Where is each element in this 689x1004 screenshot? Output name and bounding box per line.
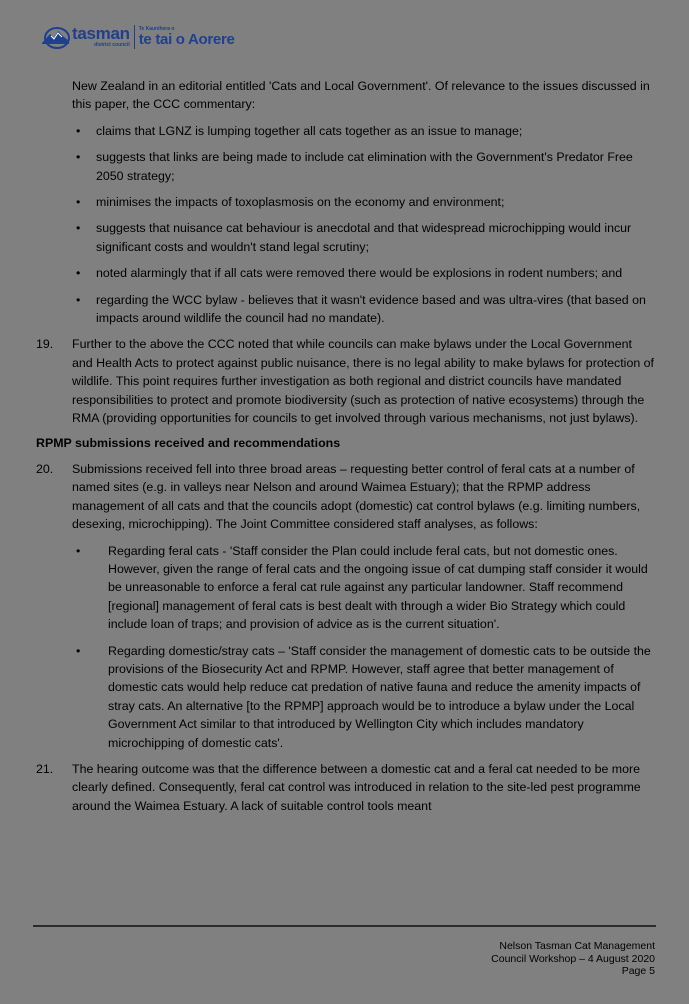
logo-divider: [134, 25, 135, 49]
list-item: [36, 193, 656, 211]
logo-maori-block: [139, 26, 235, 48]
staff-analyses-list: [36, 542, 656, 752]
bullet-icon: •: [76, 292, 81, 307]
list-item: [36, 219, 656, 256]
list-item-text: minimises the impacts of toxoplasmosis on the economy and environment;: [96, 195, 505, 210]
page-number: Page 5: [621, 965, 655, 977]
list-item-text: Regarding domestic/stray cats – 'Staff consider the management of domestic cats to be outside the provisions of the Biosecurity Act and RPMP. However, staff agree that better management of domestic cats would help reduce cat predation of native fauna and reduce the amenity impacts of stray cats. An alternative [to the RPMP] approach would be to introduce a bylaw under the Local Government Act similar to that introduced by Wellington City which includes mandatory microchipping of domestic cats'.: [108, 643, 651, 750]
list-item: [36, 122, 656, 140]
paragraph-number: 19.: [36, 337, 54, 352]
list-item-text: claims that LGNZ is lumping together all cats together as an issue to manage;: [96, 123, 523, 138]
paragraph-text: The hearing outcome was that the difference between a domestic cat and a feral cat needed to be more clearly defined. Consequently, feral cat control was introduced in relation to the site-led pest programme around the Waimea Estuary. A lack of suitable control tools meant: [72, 762, 641, 813]
footer-divider: [33, 925, 656, 927]
logo-tasman-block: [72, 26, 130, 48]
list-item: [36, 291, 656, 328]
page-footer: [491, 940, 655, 978]
list-item: [36, 642, 656, 752]
paragraph-number: 20.: [36, 461, 54, 476]
paragraph-text: Submissions received fell into three broad areas – requesting better control of feral cats at a number of named sites (e.g. in valleys near Nelson and around Waimea Estuary); that the RPMP address management of all cats and that the councils adopt (domestic) cat control bylaws (e.g. limiting numbers, desexing, microchipping). The Joint Committee considered staff analyses, as follows:: [72, 461, 641, 532]
list-item: [36, 542, 656, 634]
mountain-logo-icon: [42, 24, 70, 50]
list-item: [36, 148, 656, 185]
document-body: [36, 77, 656, 815]
intro-paragraph: New Zealand in an editorial entitled 'Cats and Local Government'. Of relevance to the issues discussed in this paper, the CCC commentary:: [72, 79, 650, 112]
bullet-icon: •: [76, 221, 81, 236]
ccc-points-list: [36, 122, 656, 328]
logo-brand-sub: district council: [94, 42, 130, 48]
list-item-text: suggests that links are being made to include cat elimination with the Government's Predator Free 2050 strategy;: [96, 150, 633, 183]
section-heading: RPMP submissions received and recommendations: [36, 435, 341, 450]
paragraph-19: [36, 335, 656, 427]
list-item: [36, 264, 656, 282]
list-item-text: noted alarmingly that if all cats were removed there would be explosions in rodent numbers; and: [96, 266, 623, 281]
paragraph-21: [36, 760, 656, 815]
list-item-text: regarding the WCC bylaw - believes that it wasn't evidence based and was ultra-vires (that based on impacts around wildlife the council had no mandate).: [96, 292, 646, 326]
logo-maori-sub: Te Kaunihera o: [138, 26, 175, 32]
footer-title: Nelson Tasman Cat Management: [499, 940, 655, 952]
logo-maori-name: te tai o Aorere: [138, 31, 235, 48]
bullet-icon: •: [76, 123, 81, 138]
paragraph-text: Further to the above the CCC noted that while councils can make bylaws under the Local Government and Health Acts to protect against public nuisance, there is no legal ability to make bylaws for protection of wildlife. This point requires further investigation as both regional and district councils have mandated responsibilities to protect and promote biodiversity (such as protection of native ecosystems) through the RMA (providing opportunities for councils to get involved through various mechanisms, not just bylaws).: [72, 337, 654, 426]
list-item-text: suggests that nuisance cat behaviour is anecdotal and that widespread microchipping would incur significant costs and wouldn't stand legal scrutiny;: [96, 221, 632, 254]
logo-brand: tasman: [72, 24, 130, 43]
council-logo: [42, 20, 235, 54]
paragraph-number: 21.: [36, 762, 54, 776]
bullet-icon: •: [76, 543, 81, 558]
paragraph-20: [36, 460, 656, 534]
bullet-icon: •: [76, 195, 81, 210]
list-item-text: Regarding feral cats - 'Staff consider the Plan could include feral cats, but not domestic ones. However, given the range of feral cats and the ongoing issue of cat dumping staff consider it would be unreasonable to enforce a feral cat rule against any particular landowner. Staff recommend [regional] management of feral cats is best dealt with through a wider Bio Strategy which could include loan of traps; and provision of advice as is the current situation'.: [108, 543, 648, 632]
footer-meeting: Council Workshop – 4 August 2020: [491, 952, 655, 965]
bullet-icon: •: [76, 643, 81, 658]
bullet-icon: •: [76, 150, 81, 165]
bullet-icon: •: [76, 266, 81, 281]
